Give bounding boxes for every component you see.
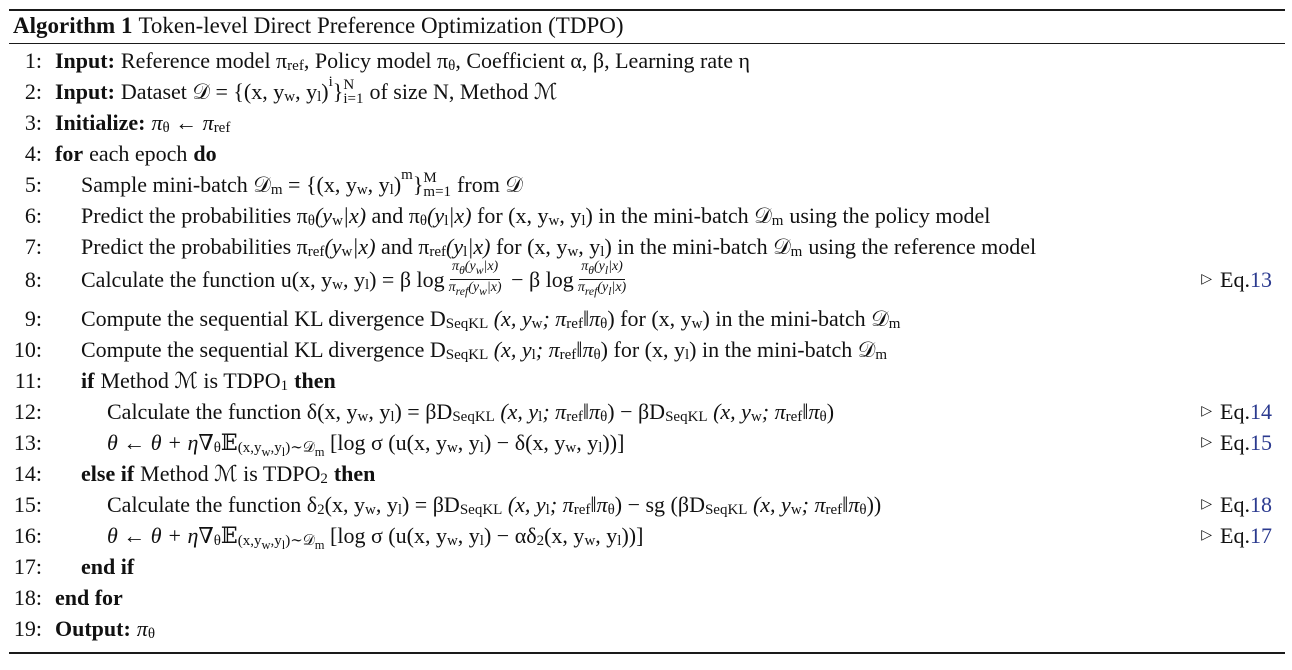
subscript: θ — [419, 213, 428, 229]
equation-link[interactable]: 17 — [1250, 522, 1272, 548]
line-number: 17: — [13, 553, 42, 579]
line-number: 14: — [13, 460, 42, 486]
algorithm-line-16: 16: θ ← θ + η∇ θ 𝔼 $(x,y_w,y_l)\sim 𝒟_m$ [log σ (u(x, y w , y l ) − αδ 2 (x, y w , y l ))] ▷ Eq.17 — [13, 522, 1272, 552]
line-text: Method ℳ is TDPO — [140, 460, 321, 486]
subscript: w — [364, 502, 376, 518]
subscript: l — [538, 409, 543, 425]
keyword-output: Output: — [55, 615, 131, 641]
subscript: ref — [573, 502, 591, 518]
algorithm-caption — [13, 10, 624, 42]
triangle-icon: ▷ — [1201, 528, 1213, 543]
equation-reference: ▷ Eq.15 — [1201, 429, 1272, 455]
keyword-then: then — [294, 367, 336, 393]
subscript: θ — [600, 316, 608, 332]
subscript: θ — [213, 533, 221, 549]
algorithm-line-2 — [0, 76, 1292, 107]
line-text: Sample mini-batch 𝒟 — [81, 171, 271, 197]
equation-link[interactable]: 14 — [1250, 398, 1272, 424]
line-number: 5: — [24, 171, 42, 197]
line-text: Calculate the function δ(x, y — [107, 398, 358, 424]
line-text: ) — [321, 78, 329, 104]
algorithm-line-4 — [0, 138, 1292, 169]
line-text: in the mini-batch 𝒟 — [715, 305, 889, 331]
subscript: 2 — [320, 471, 328, 487]
subscript: θ — [600, 409, 608, 425]
subscript: ref — [566, 316, 583, 332]
algorithm-line-9: 9: Compute the sequential KL divergence D SeqKL (x, y w ; π ref ‖π θ ) for (x, y w ) in the mini-batch 𝒟 m — [24, 305, 901, 332]
keyword-else-if: else if — [81, 460, 135, 486]
triangle-icon: ▷ — [1201, 272, 1213, 287]
subscript: SeqKL — [665, 409, 708, 425]
triangle-icon: ▷ — [1201, 435, 1213, 450]
line-number: 10: — [13, 336, 42, 362]
subscript: 2 — [317, 502, 325, 518]
subscript: l — [531, 347, 536, 363]
triangle-icon: ▷ — [1201, 497, 1213, 512]
algorithm-line-3: 3: Initialize: π θ ← π ref — [24, 109, 231, 136]
subscript: θ — [213, 440, 221, 456]
subscript: ref — [307, 244, 325, 260]
subscript: l — [684, 347, 690, 363]
line-text: Calculate the function u(x, y — [81, 266, 333, 292]
fraction: $\frac{\pi_\theta(y_w|x)}{\pi_{ref}(y_w|x)}$ — [448, 259, 502, 298]
subscript: m=1 — [423, 183, 452, 200]
line-number: 3: — [24, 109, 42, 135]
line-text: each epoch — [89, 140, 188, 166]
line-text: and π — [381, 233, 430, 259]
subscript: w — [332, 277, 343, 293]
line-text: in the mini-batch 𝒟 — [598, 202, 772, 228]
subscript: m — [790, 244, 803, 260]
subscript: θ — [593, 347, 601, 363]
line-text: and π — [371, 202, 420, 228]
line-number: 11: — [14, 367, 42, 393]
subscript: θ — [307, 213, 315, 229]
algorithm-line-7: 7: Predict the probabilities π ref (y w |x) and π ref (y l |x) for (x, y w , y l ) in the mini-batch 𝒟 m using the reference model — [24, 233, 1037, 260]
subscript: l — [545, 502, 550, 518]
subscript: ref — [825, 502, 843, 518]
subscript: w — [332, 213, 343, 229]
line-text: Compute the sequential KL divergence D — [81, 336, 446, 362]
equation-reference: ▷ Eq.18 — [1201, 491, 1272, 517]
subscript: SeqKL — [445, 347, 489, 363]
algorithm-line-10: 10: Compute the sequential KL divergence D SeqKL (x, y l ; π ref ‖π θ ) for (x, y l ) in the mini-batch 𝒟 m — [13, 336, 888, 363]
algorithm-line-11 — [0, 365, 1292, 396]
subscript: ref — [559, 347, 577, 363]
subscript: ref — [287, 58, 304, 74]
subscript: w — [446, 440, 458, 456]
subscript: l — [317, 89, 322, 105]
subscript: w — [567, 244, 579, 260]
subscript: l — [581, 213, 586, 229]
equation-reference: ▷ Eq.14 — [1201, 398, 1272, 424]
line-text: Reference model π — [120, 47, 288, 73]
line-text: } — [332, 78, 344, 104]
line-text: , Coefficient α, β, Learning rate η — [455, 47, 751, 73]
line-text: using the policy model — [789, 202, 991, 228]
subscript: w — [284, 89, 296, 105]
equation-link[interactable]: 13 — [1250, 266, 1272, 292]
subscript: ref — [566, 409, 583, 425]
subscript: θ — [162, 120, 170, 136]
line-text: , y — [295, 78, 318, 104]
superscript: m — [401, 167, 413, 183]
algorithm-line-12: 12: Calculate the function δ(x, y w , y l ) = βD SeqKL (x, y l ; π ref ‖π θ ) − βD SeqKL (x, y w ; π ref ‖π θ ) ▷ Eq.14 — [13, 398, 1272, 425]
subscript: m — [771, 213, 784, 229]
subscript: w — [691, 316, 703, 332]
algorithm-line-6: 6: Predict the probabilities π θ (y w |x) and π θ (y l |x) for (x, y w , y l ) in the mini-batch 𝒟 m using the policy model — [24, 202, 991, 229]
line-number: 16: — [13, 522, 42, 548]
keyword-input: Input: — [55, 47, 115, 73]
subscript: θ — [147, 626, 156, 642]
superscript: M — [423, 169, 437, 186]
subscript: l — [479, 533, 484, 549]
caption-rule — [9, 43, 1285, 44]
keyword-initialize: Initialize: — [55, 109, 146, 135]
algorithm-title: Token-level Direct Preference Optimization (TDPO) — [138, 13, 624, 38]
subscript: l — [390, 409, 395, 425]
subscript: l — [600, 244, 605, 260]
subscript: θ — [448, 58, 456, 74]
algorithm-line-17 — [0, 551, 1292, 582]
algorithm-line-13: 13: θ ← θ + η∇ θ 𝔼 $(x,y_w,y_l)\sim 𝒟_m$ [log σ (u(x, y w , y l ) − δ(x, y w , y l ))] ▷ Eq.15 — [13, 429, 1272, 459]
subscript: l — [617, 533, 622, 549]
subscript: w — [357, 409, 369, 425]
subscript: SeqKL — [445, 316, 489, 332]
line-text: Calculate the function δ — [107, 491, 318, 517]
subscript: θ — [607, 502, 615, 518]
line-text: = {(x, y — [288, 171, 357, 197]
subscript: l — [463, 244, 468, 260]
subscript: 1 — [280, 378, 289, 394]
equation-link[interactable]: 18 — [1250, 491, 1272, 517]
line-text: Predict the probabilities π — [81, 233, 308, 259]
subscript: ref — [429, 244, 447, 260]
superscript: N — [343, 76, 355, 93]
line-text: for (x, y — [495, 233, 568, 259]
subscript: l — [389, 182, 394, 198]
line-number: 15: — [13, 491, 42, 517]
line-number: 7: — [24, 233, 42, 259]
subscript: l — [598, 440, 603, 456]
line-number: 2: — [24, 78, 42, 104]
equation-reference: ▷ Eq.13 — [1201, 266, 1272, 292]
subscript: m — [888, 316, 901, 332]
keyword-end-for: end for — [55, 584, 123, 610]
subscript: SeqKL — [459, 502, 503, 518]
algorithm-line-8: 8: Calculate the function u(x, y w , y l ) = β log $\frac{\pi_\theta(y_w|x)}{\pi_{ref}(y_w|x)}$ − β log $\frac{\pi_\theta(y_l|x)}{\pi_{ref}(y_l|x)}$ ▷ Eq.13 — [24, 259, 1272, 298]
subscript: w — [750, 409, 762, 425]
triangle-icon: ▷ — [1201, 404, 1213, 419]
fraction: $\frac{\pi_\theta(y_l|x)}{\pi_{ref}(y_l|x)}$ — [577, 259, 627, 298]
line-number: 6: — [24, 202, 42, 228]
line-number: 9: — [24, 305, 42, 331]
keyword-then: then — [333, 460, 376, 486]
subscript: l — [364, 277, 370, 293]
subscript: m — [875, 347, 888, 363]
algorithm-line-1 — [0, 45, 1292, 76]
subscript: θ — [819, 409, 827, 425]
line-number: 19: — [13, 615, 42, 641]
subscript: w — [565, 440, 577, 456]
algorithm-line-19: 19: Output: π θ — [13, 615, 156, 642]
equation-link[interactable]: 15 — [1250, 429, 1272, 455]
algorithm-line-14 — [0, 458, 1292, 489]
line-text: for (x, y — [477, 202, 549, 228]
line-text: using the reference model — [808, 233, 1037, 259]
line-number: 13: — [13, 429, 42, 455]
line-text: from 𝒟 — [457, 171, 523, 197]
subscript: w — [790, 502, 802, 518]
subscript: w — [548, 213, 560, 229]
subscript: ref — [213, 120, 231, 136]
keyword-end-if: end if — [81, 553, 135, 579]
subscript: w — [341, 244, 353, 260]
subscript: θ — [859, 502, 867, 518]
equation-reference: ▷ Eq.17 — [1201, 522, 1272, 548]
line-text: Predict the probabilities π — [81, 202, 308, 228]
line-number: 1: — [24, 47, 42, 73]
line-text: in the mini-batch 𝒟 — [617, 233, 791, 259]
line-number: 12: — [13, 398, 42, 424]
subscript: l — [444, 213, 449, 229]
bottom-rule — [9, 652, 1285, 654]
algorithm-line-15: 15: Calculate the function δ 2 (x, y w , y l ) = βD SeqKL (x, y l ; π ref ‖π θ ) − sg (βD SeqKL (x, y w ; π ref ‖π θ )) ▷ Eq.18 — [13, 491, 1272, 518]
subscript: l — [397, 502, 402, 518]
subscript: w — [531, 316, 543, 332]
keyword-if: if — [81, 367, 95, 393]
keyword-input: Input: — [55, 78, 115, 104]
subscript: SeqKL — [704, 502, 748, 518]
subscript: SeqKL — [452, 409, 495, 425]
line-text: of size N, Method ℳ — [369, 78, 558, 104]
line-text: Dataset 𝒟 = {(x, y — [120, 78, 285, 104]
subscript: ref — [785, 409, 803, 425]
subscript: w — [584, 533, 596, 549]
subscript: 2 — [536, 533, 545, 549]
subscript: w — [446, 533, 458, 549]
line-text: in the mini-batch 𝒟 — [701, 336, 876, 362]
subscript: l — [479, 440, 484, 456]
line-number: 8: — [24, 266, 42, 292]
line-text: Compute the sequential KL divergence D — [81, 305, 446, 331]
subscript: i=1 — [343, 90, 364, 107]
algorithm-line-18 — [0, 582, 1292, 613]
line-number: 4: — [24, 140, 42, 166]
keyword-do: do — [193, 140, 217, 166]
algorithm-label: Algorithm 1 — [13, 13, 133, 38]
superscript: i — [328, 74, 333, 90]
line-text: Method ℳ is TDPO — [100, 367, 281, 393]
keyword-for: for — [55, 140, 84, 166]
subscript: w — [356, 182, 368, 198]
algorithm-line-5: 5: Sample mini-batch 𝒟 m = {(x, y w , y l ) m } M m=1 from 𝒟 — [24, 167, 523, 200]
line-text: , Policy model π — [303, 47, 449, 73]
subscript: m — [270, 182, 283, 198]
line-number: 18: — [13, 584, 42, 610]
